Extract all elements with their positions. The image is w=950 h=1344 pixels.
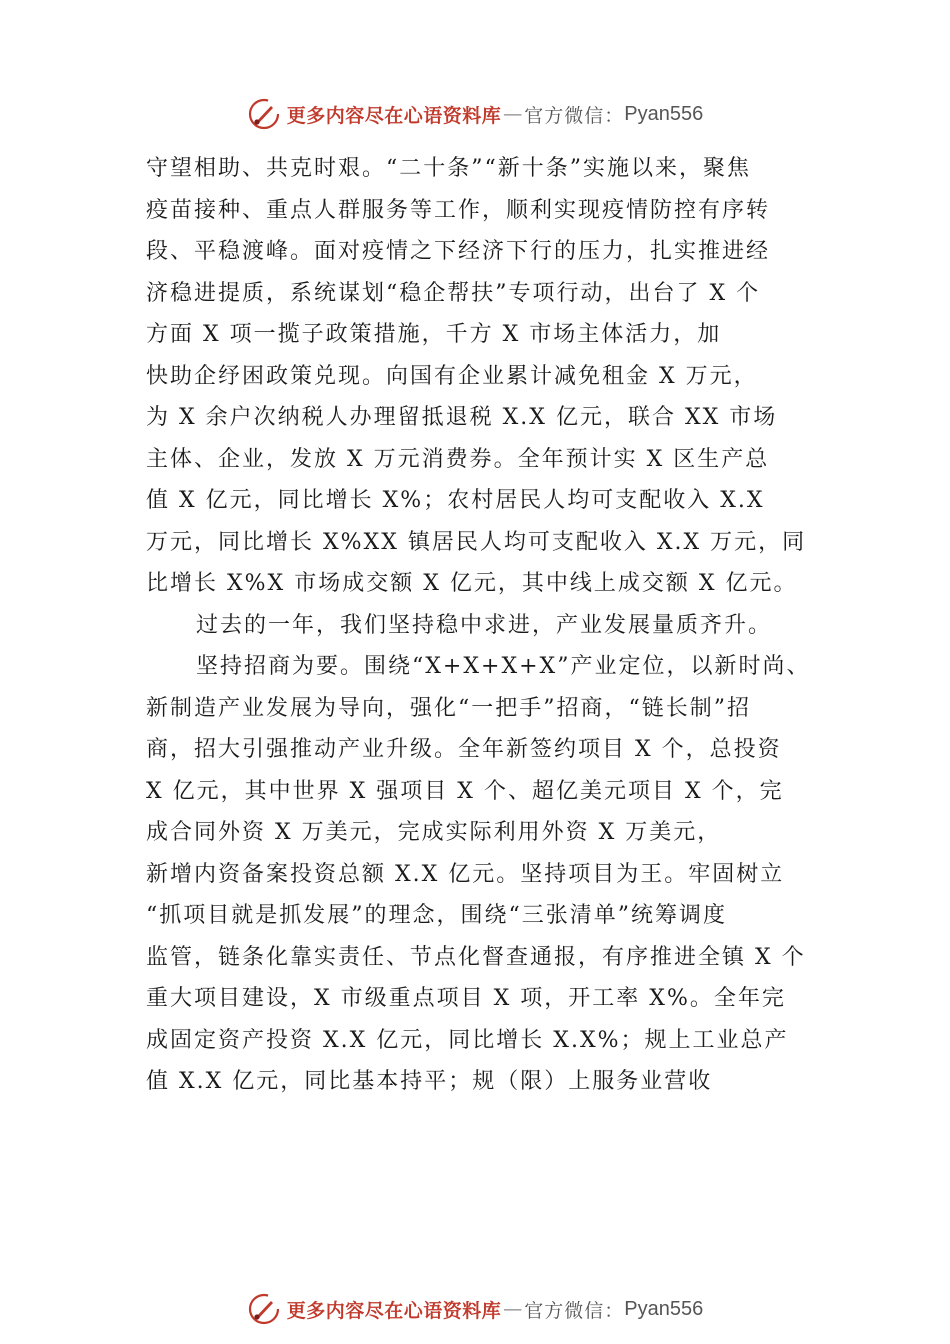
text-line: X 亿元，其中世界 X 强项目 X 个、超亿美元项目 X 个，完 <box>146 778 784 804</box>
brush-logo-icon <box>247 97 281 131</box>
banner-contact-label: 官方微信： <box>524 104 625 127</box>
banner-wechat-id: Pyan556 <box>624 102 704 125</box>
banner-contact-label: 官方微信： <box>524 1299 625 1322</box>
text-line: 商，招大引强推动产业升级。全年新签约项目 X 个，总投资 <box>146 737 782 762</box>
banner-separator: — <box>503 1298 523 1320</box>
text-line: 方面 X 项一揽子政策措施，千方 X 市场主体活力，加 <box>146 322 722 347</box>
brush-logo-icon <box>247 1292 281 1326</box>
text-line: 段、平稳渡峰。面对疫情之下经济下行的压力，扎实推进经 <box>146 239 771 264</box>
text-line: 新增内资备案投资总额 X.X 亿元。坚持项目为王。牢固树立 <box>146 861 785 887</box>
document-body <box>146 148 826 1103</box>
text-line: 疫苗接种、重点人群服务等工作，顺利实现疫情防控有序转 <box>146 197 771 223</box>
text-line: 为 X 余户次纳税人办理留抵退税 X.X 亿元，联合 XX 市场 <box>146 405 778 430</box>
text-line: 新制造产业发展为导向，强化“一把手”招商，“链长制”招 <box>146 695 751 721</box>
text-line: 坚持招商为要。围绕“X+X+X+X”产业定位，以新时尚、 <box>196 654 811 679</box>
text-line: 比增长 X%X 市场成交额 X 亿元，其中线上成交额 X 亿元。 <box>146 571 798 596</box>
text-line: 成固定资产投资 X.X 亿元，同比增长 X.X%；规上工业总产 <box>146 1027 789 1053</box>
text-line: 成合同外资 X 万美元，完成实际利用外资 X 万美元， <box>146 820 722 845</box>
text-line: 值 X 亿元，同比增长 X%；农村居民人均可支配收入 X.X <box>146 488 765 513</box>
banner-separator: — <box>503 103 523 125</box>
text-line: 快助企纾困政策兑现。向国有企业累计减免租金 X 万元， <box>146 363 758 389</box>
text-line: 主体、企业，发放 X 万元消费券。全年预计实 X 区生产总 <box>146 446 770 472</box>
banner-title: 更多内容尽在心语资料库 <box>286 1299 502 1322</box>
text-line: 重大项目建设，X 市级重点项目 X 项，开工率 X%。全年完 <box>146 986 786 1011</box>
footer-banner <box>0 1289 950 1329</box>
text-line: 监管，链条化靠实责任、节点化督查通报，有序推进全镇 X 个 <box>146 944 806 970</box>
text-line: 过去的一年，我们坚持稳中求进，产业发展量质齐升。 <box>196 612 773 638</box>
text-line: “抓项目就是抓发展”的理念，围绕“三张清单”统筹调度 <box>146 903 727 928</box>
banner-wechat-id: Pyan556 <box>624 1297 704 1320</box>
banner-title: 更多内容尽在心语资料库 <box>286 104 502 127</box>
text-line: 守望相助、共克时艰。“二十条”“新十条”实施以来，聚焦 <box>146 156 751 181</box>
header-banner <box>0 94 950 134</box>
text-line: 济稳进提质，系统谋划“稳企帮扶”专项行动，出台了 X 个 <box>146 280 761 306</box>
text-line: 值 X.X 亿元，同比基本持平；规（限）上服务业营收 <box>146 1069 713 1094</box>
text-line: 万元，同比增长 X%XX 镇居民人均可支配收入 X.X 万元，同 <box>146 529 807 555</box>
